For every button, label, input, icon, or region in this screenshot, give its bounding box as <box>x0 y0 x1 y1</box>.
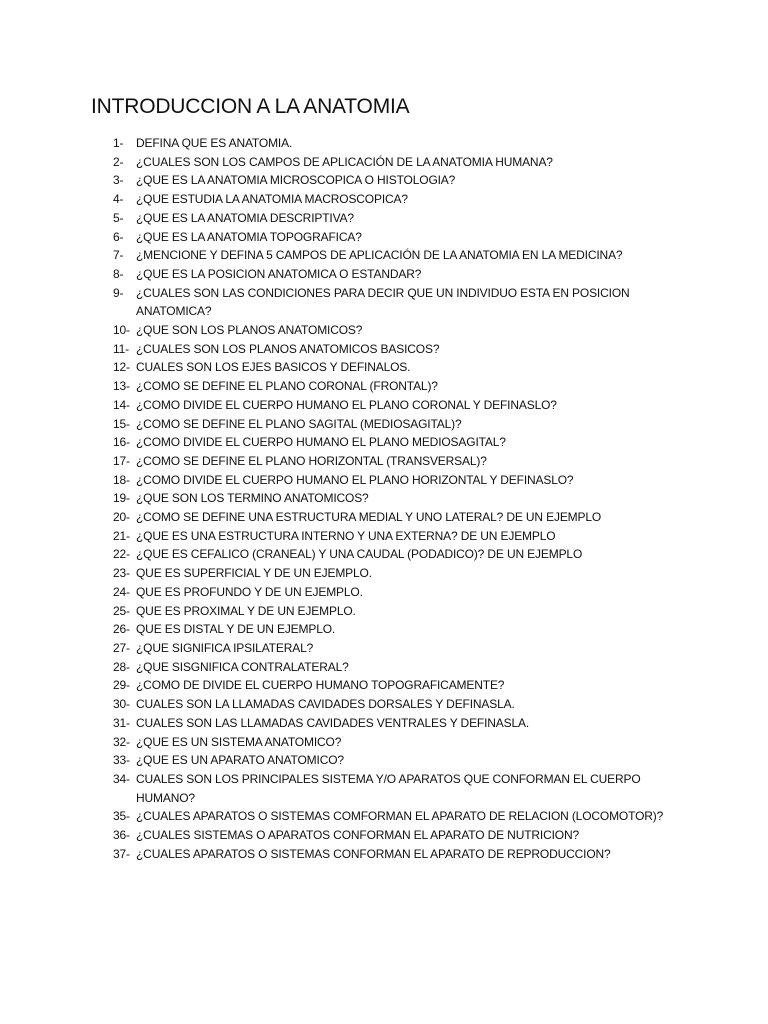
question-number: 25- <box>113 603 130 618</box>
question-text: ¿QUE ES UNA ESTRUCTURA INTERNO Y UNA EXTERNA? DE UN EJEMPLO <box>136 528 556 543</box>
question-number: 10- <box>113 323 130 338</box>
question-number: 7- <box>113 248 124 263</box>
question-number: 34- <box>113 771 130 786</box>
question-number: 16- <box>113 435 130 450</box>
question-text: ¿CUALES APARATOS O SISTEMAS COMFORMAN EL APARATO DE RELACION (LOCOMOTOR)? <box>136 809 664 824</box>
question-item <box>0 620 676 639</box>
question-item <box>0 433 676 452</box>
question-number: 36- <box>113 828 130 843</box>
question-item <box>0 228 676 247</box>
question-text: CUALES SON LOS EJES BASICOS Y DEFINALOS. <box>136 360 411 375</box>
question-text: QUE ES SUPERFICIAL Y DE UN EJEMPLO. <box>136 566 372 581</box>
question-item <box>0 171 676 190</box>
question-number: 9- <box>113 285 124 300</box>
question-item <box>0 265 676 284</box>
question-text: ¿COMO DIVIDE EL CUERPO HUMANO EL PLANO CORONAL Y DEFINASLO? <box>136 397 557 412</box>
question-item <box>0 845 676 864</box>
question-item <box>0 321 676 340</box>
question-item <box>0 583 676 602</box>
question-number: 6- <box>113 229 124 244</box>
question-text: CUALES SON LA LLAMADAS CAVIDADES DORSALES Y DEFINASLA. <box>136 697 515 712</box>
question-number: 21- <box>113 528 130 543</box>
question-number: 29- <box>113 678 130 693</box>
question-item <box>0 190 676 209</box>
question-item <box>0 826 676 845</box>
question-number: 14- <box>113 397 130 412</box>
question-number: 1- <box>113 136 124 150</box>
question-item <box>0 733 676 752</box>
question-text: QUE ES DISTAL Y DE UN EJEMPLO. <box>136 622 336 637</box>
question-text: ¿QUE ES UN APARATO ANATOMICO? <box>136 753 344 768</box>
question-text: ¿QUE ES LA ANATOMIA DESCRIPTIVA? <box>136 210 354 225</box>
question-number: 23- <box>113 566 130 581</box>
question-number: 4- <box>113 192 124 207</box>
question-number: 11- <box>113 341 130 356</box>
question-number: 8- <box>113 266 124 281</box>
question-text: ¿CUALES SON LOS CAMPOS DE APLICACIÓN DE LA ANATOMIA HUMANA? <box>136 154 553 169</box>
question-text: ¿COMO SE DEFINE EL PLANO SAGITAL (MEDIOSAGITAL)? <box>136 416 462 431</box>
question-text: ¿COMO DE DIVIDE EL CUERPO HUMANO TOPOGRAFICAMENTE? <box>136 678 505 693</box>
question-text: ¿MENCIONE Y DEFINA 5 CAMPOS DE APLICACIÓN DE LA ANATOMIA EN LA MEDICINA? <box>136 248 623 263</box>
question-number: 33- <box>113 753 130 768</box>
question-item <box>0 396 676 415</box>
question-text: QUE ES PROXIMAL Y DE UN EJEMPLO. <box>136 603 356 618</box>
question-text: ¿CUALES SON LAS CONDICIONES PARA DECIR QUE UN INDIVIDUO ESTA EN POSICION ANATOMICA? <box>136 285 630 319</box>
question-text: ¿COMO SE DEFINE EL PLANO HORIZONTAL (TRANSVERSAL)? <box>136 453 487 468</box>
question-number: 35- <box>113 809 130 824</box>
question-text: ¿COMO DIVIDE EL CUERPO HUMANO EL PLANO MEDIOSAGITAL? <box>136 435 506 450</box>
question-item <box>0 284 676 321</box>
question-number: 31- <box>113 715 130 730</box>
question-item <box>0 807 676 826</box>
question-text: ¿CUALES APARATOS O SISTEMAS CONFORMAN EL APARATO DE REPRODUCCION? <box>136 846 611 861</box>
question-item <box>0 714 676 733</box>
question-item <box>0 564 676 583</box>
question-number: 17- <box>113 453 130 468</box>
question-text: CUALES SON LAS LLAMADAS CAVIDADES VENTRALES Y DEFINASLA. <box>136 715 530 730</box>
question-text: ¿QUE SON LOS TERMINO ANATOMICOS? <box>136 491 369 506</box>
question-item <box>0 358 676 377</box>
document-title: INTRODUCCION A LA ANATOMIA <box>91 95 410 118</box>
question-number: 22- <box>113 547 130 562</box>
question-number: 32- <box>113 734 130 749</box>
question-item <box>0 153 676 172</box>
question-text: ¿QUE ES LA ANATOMIA MICROSCOPICA O HISTOLOGIA? <box>136 173 456 188</box>
question-number: 18- <box>113 472 130 487</box>
question-text: ¿COMO DIVIDE EL CUERPO HUMANO EL PLANO HORIZONTAL Y DEFINASLO? <box>136 472 574 487</box>
question-item <box>0 602 676 621</box>
question-item <box>0 658 676 677</box>
question-item <box>0 452 676 471</box>
question-number: 37- <box>113 846 130 861</box>
question-number: 26- <box>113 622 130 637</box>
question-number: 28- <box>113 659 130 674</box>
question-item <box>0 545 676 564</box>
question-item <box>0 246 676 265</box>
question-item <box>0 770 676 807</box>
question-item <box>0 134 676 153</box>
question-text: ¿CUALES SON LOS PLANOS ANATOMICOS BASICOS? <box>136 341 440 356</box>
question-text: ¿QUE ES UN SISTEMA ANATOMICO? <box>136 734 342 749</box>
question-text: QUE ES PROFUNDO Y DE UN EJEMPLO. <box>136 584 363 599</box>
question-text: CUALES SON LOS PRINCIPALES SISTEMA Y/O APARATOS QUE CONFORMAN EL CUERPO HUMANO? <box>136 771 641 805</box>
question-item <box>0 508 676 527</box>
question-text: ¿QUE SON LOS PLANOS ANATOMICOS? <box>136 323 363 338</box>
question-text: ¿COMO SE DEFINE UNA ESTRUCTURA MEDIAL Y UNO LATERAL? DE UN EJEMPLO <box>136 510 602 525</box>
question-text: ¿QUE SISGNIFICA CONTRALATERAL? <box>136 659 349 674</box>
question-text: ¿QUE ESTUDIA LA ANATOMIA MACROSCOPICA? <box>136 192 408 207</box>
question-item <box>0 639 676 658</box>
question-number: 20- <box>113 510 130 525</box>
question-number: 5- <box>113 210 124 225</box>
question-number: 2- <box>113 154 124 169</box>
question-text: ¿QUE ES LA POSICION ANATOMICA O ESTANDAR? <box>136 266 422 281</box>
question-number: 24- <box>113 584 130 599</box>
question-text: ¿QUE ES LA ANATOMIA TOPOGRAFICA? <box>136 229 362 244</box>
question-text: ¿CUALES SISTEMAS O APARATOS CONFORMAN EL APARATO DE NUTRICION? <box>136 828 580 843</box>
question-item <box>0 489 676 508</box>
question-text: DEFINA QUE ES ANATOMIA. <box>136 136 293 150</box>
question-item <box>0 209 676 228</box>
question-list <box>0 134 768 863</box>
question-number: 19- <box>113 491 130 506</box>
question-text: ¿QUE ES CEFALICO (CRANEAL) Y UNA CAUDAL (PODADICO)? DE UN EJEMPLO <box>136 547 583 562</box>
question-item <box>0 751 676 770</box>
question-item <box>0 377 676 396</box>
question-number: 15- <box>113 416 130 431</box>
question-item <box>0 415 676 434</box>
question-text: ¿COMO SE DEFINE EL PLANO CORONAL (FRONTAL)? <box>136 379 438 394</box>
question-item <box>0 695 676 714</box>
question-number: 13- <box>113 379 130 394</box>
question-text: ¿QUE SIGNIFICA IPSILATERAL? <box>136 640 314 655</box>
question-number: 30- <box>113 697 130 712</box>
question-number: 12- <box>113 360 130 375</box>
question-item <box>0 471 676 490</box>
question-number: 27- <box>113 640 130 655</box>
question-item <box>0 527 676 546</box>
question-item <box>0 676 676 695</box>
question-item <box>0 340 676 359</box>
question-number: 3- <box>113 173 124 188</box>
